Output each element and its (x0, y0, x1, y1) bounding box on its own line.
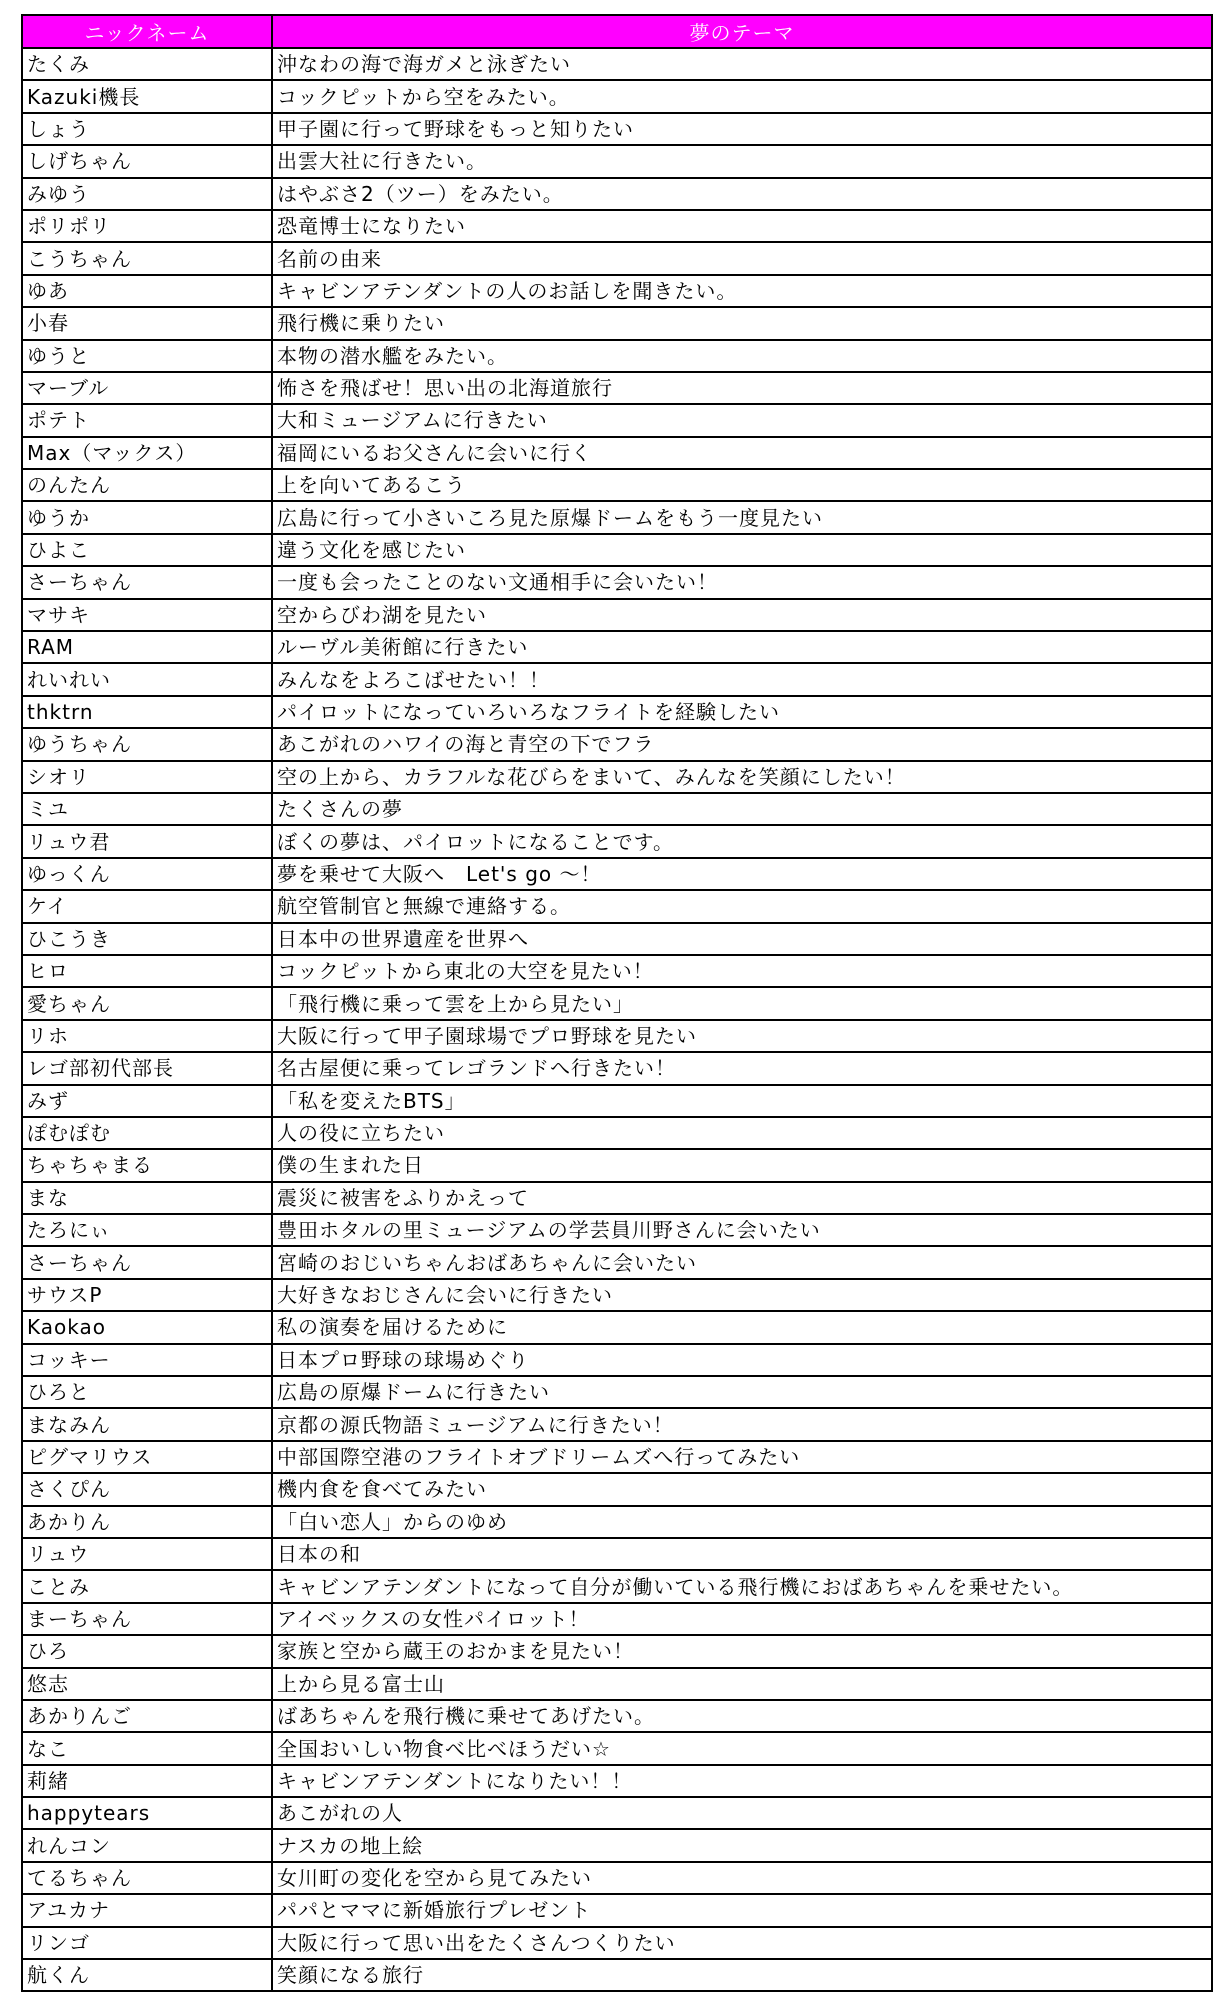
theme-cell: 空の上から、カラフルな花びらをまいて、みんなを笑顔にしたい！ (272, 761, 1212, 793)
theme-cell: あこがれの人 (272, 1797, 1212, 1829)
nickname-cell: ピグマリウス (22, 1441, 272, 1473)
dream-list-sheet (21, 14, 1211, 1992)
nickname-cell: リホ (22, 1020, 272, 1052)
table-row (22, 1829, 1212, 1861)
nickname-cell: happytears (22, 1797, 272, 1829)
table-row (22, 663, 1212, 695)
theme-cell: 私の演奏を届けるために (272, 1311, 1212, 1343)
table-row (22, 1732, 1212, 1764)
theme-cell: 夢を乗せて大阪へ Let's go ～！ (272, 858, 1212, 890)
table-row (22, 1311, 1212, 1343)
table-row (22, 1700, 1212, 1732)
theme-cell: 本物の潜水艦をみたい。 (272, 340, 1212, 372)
table-row (22, 1862, 1212, 1894)
table-row (22, 307, 1212, 339)
nickname-cell: こうちゃん (22, 242, 272, 274)
theme-cell: 上を向いてあるこう (272, 469, 1212, 501)
table-row (22, 1182, 1212, 1214)
table-row (22, 566, 1212, 598)
theme-cell: 大阪に行って甲子園球場でプロ野球を見たい (272, 1020, 1212, 1052)
table-row (22, 1506, 1212, 1538)
theme-cell: 日本プロ野球の球場めぐり (272, 1344, 1212, 1376)
theme-cell: 人の役に立ちたい (272, 1117, 1212, 1149)
table-row (22, 340, 1212, 372)
theme-cell: 名古屋便に乗ってレゴランドへ行きたい！ (272, 1052, 1212, 1084)
nickname-cell: ひよこ (22, 534, 272, 566)
table-row (22, 1570, 1212, 1602)
nickname-cell: しょう (22, 113, 272, 145)
nickname-cell: まなみん (22, 1408, 272, 1440)
nickname-cell: さくぴん (22, 1473, 272, 1505)
nickname-cell: さーちゃん (22, 1246, 272, 1278)
table-row (22, 955, 1212, 987)
nickname-cell: Kaokao (22, 1311, 272, 1343)
table-row (22, 1927, 1212, 1959)
nickname-cell: たくみ (22, 48, 272, 80)
theme-cell: 怖さを飛ばせ！思い出の北海道旅行 (272, 372, 1212, 404)
theme-cell: 宮崎のおじいちゃんおばあちゃんに会いたい (272, 1246, 1212, 1278)
nickname-cell: RAM (22, 631, 272, 663)
theme-cell: 広島に行って小さいころ見た原爆ドームをもう一度見たい (272, 501, 1212, 533)
theme-cell: 震災に被害をふりかえって (272, 1182, 1212, 1214)
nickname-cell: レゴ部初代部長 (22, 1052, 272, 1084)
table-row (22, 793, 1212, 825)
table-row (22, 825, 1212, 857)
nickname-cell: リュウ (22, 1538, 272, 1570)
theme-cell: 中部国際空港のフライトオブドリームズへ行ってみたい (272, 1441, 1212, 1473)
table-row (22, 1376, 1212, 1408)
theme-cell: はやぶさ2（ツー）をみたい。 (272, 178, 1212, 210)
theme-cell: ナスカの地上絵 (272, 1829, 1212, 1861)
table-row (22, 1052, 1212, 1084)
nickname-cell: ゆうちゃん (22, 728, 272, 760)
theme-cell: 甲子園に行って野球をもっと知りたい (272, 113, 1212, 145)
table-row (22, 469, 1212, 501)
nickname-column-header: ニックネーム (22, 15, 272, 48)
nickname-cell: ポリポリ (22, 210, 272, 242)
table-row (22, 275, 1212, 307)
nickname-cell: みず (22, 1085, 272, 1117)
theme-cell: ぼくの夢は、パイロットになることです。 (272, 825, 1212, 857)
nickname-cell: ポテト (22, 404, 272, 436)
table-row (22, 1117, 1212, 1149)
nickname-cell: マーブル (22, 372, 272, 404)
table-row (22, 761, 1212, 793)
nickname-cell: サウスP (22, 1279, 272, 1311)
nickname-cell: のんたん (22, 469, 272, 501)
theme-cell: 家族と空から蔵王のおかまを見たい！ (272, 1635, 1212, 1667)
theme-cell: 僕の生まれた日 (272, 1149, 1212, 1181)
nickname-cell: ひろ (22, 1635, 272, 1667)
table-row (22, 178, 1212, 210)
nickname-cell: ゆうか (22, 501, 272, 533)
nickname-cell: 小春 (22, 307, 272, 339)
theme-cell: アイベックスの女性パイロット！ (272, 1603, 1212, 1635)
theme-cell: みんなをよろこばせたい！！ (272, 663, 1212, 695)
header-row (22, 15, 1212, 48)
table-row (22, 1603, 1212, 1635)
table-row (22, 372, 1212, 404)
nickname-cell: たろにぃ (22, 1214, 272, 1246)
theme-cell: 名前の由来 (272, 242, 1212, 274)
nickname-cell: Max（マックス） (22, 437, 272, 469)
table-row (22, 1894, 1212, 1926)
theme-cell: 全国おいしい物食べ比べほうだい☆ (272, 1732, 1212, 1764)
table-row (22, 210, 1212, 242)
table-row (22, 1441, 1212, 1473)
nickname-cell: あかりんご (22, 1700, 272, 1732)
table-row (22, 145, 1212, 177)
nickname-cell: Kazuki機長 (22, 80, 272, 112)
theme-cell: 大好きなおじさんに会いに行きたい (272, 1279, 1212, 1311)
nickname-cell: ちゃちゃまる (22, 1149, 272, 1181)
theme-column-header: 夢のテーマ (272, 15, 1212, 48)
table-row (22, 1408, 1212, 1440)
table-row (22, 1246, 1212, 1278)
table-row (22, 987, 1212, 1019)
theme-cell: コックピットから東北の大空を見たい！ (272, 955, 1212, 987)
theme-cell: あこがれのハワイの海と青空の下でフラ (272, 728, 1212, 760)
nickname-cell: 愛ちゃん (22, 987, 272, 1019)
table-body (22, 48, 1212, 1991)
theme-cell: 女川町の変化を空から見てみたい (272, 1862, 1212, 1894)
table-row (22, 890, 1212, 922)
nickname-cell: しげちゃん (22, 145, 272, 177)
table-row (22, 1344, 1212, 1376)
theme-cell: コックピットから空をみたい。 (272, 80, 1212, 112)
theme-cell: 京都の源氏物語ミュージアムに行きたい！ (272, 1408, 1212, 1440)
theme-cell: 上から見る富士山 (272, 1668, 1212, 1700)
table-row (22, 80, 1212, 112)
nickname-cell: ぽむぽむ (22, 1117, 272, 1149)
nickname-cell: アユカナ (22, 1894, 272, 1926)
table-row (22, 599, 1212, 631)
theme-cell: キャビンアテンダントになって自分が働いている飛行機におばあちゃんを乗せたい。 (272, 1570, 1212, 1602)
table-row (22, 501, 1212, 533)
theme-cell: 「飛行機に乗って雲を上から見たい」 (272, 987, 1212, 1019)
nickname-cell: ヒロ (22, 955, 272, 987)
theme-cell: 空からびわ湖を見たい (272, 599, 1212, 631)
nickname-cell: てるちゃん (22, 1862, 272, 1894)
theme-cell: キャビンアテンダントの人のお話しを聞きたい。 (272, 275, 1212, 307)
nickname-cell: さーちゃん (22, 566, 272, 598)
table-row (22, 1538, 1212, 1570)
table-row (22, 48, 1212, 80)
nickname-cell: まーちゃん (22, 1603, 272, 1635)
nickname-cell: thktrn (22, 696, 272, 728)
dream-table (21, 14, 1213, 1992)
table-row (22, 728, 1212, 760)
table-row (22, 1959, 1212, 1991)
table-row (22, 1020, 1212, 1052)
table-row (22, 1765, 1212, 1797)
theme-cell: 「白い恋人」からのゆめ (272, 1506, 1212, 1538)
nickname-cell: あかりん (22, 1506, 272, 1538)
table-row (22, 1797, 1212, 1829)
theme-cell: 機内食を食べてみたい (272, 1473, 1212, 1505)
nickname-cell: ゆあ (22, 275, 272, 307)
nickname-cell: リンゴ (22, 1927, 272, 1959)
table-row (22, 1085, 1212, 1117)
table-row (22, 923, 1212, 955)
table-row (22, 1279, 1212, 1311)
table-row (22, 404, 1212, 436)
theme-cell: 福岡にいるお父さんに会いに行く (272, 437, 1212, 469)
theme-cell: 豊田ホタルの里ミュージアムの学芸員川野さんに会いたい (272, 1214, 1212, 1246)
nickname-cell: れいれい (22, 663, 272, 695)
nickname-cell: マサキ (22, 599, 272, 631)
table-row (22, 1149, 1212, 1181)
nickname-cell: ひこうき (22, 923, 272, 955)
theme-cell: ばあちゃんを飛行機に乗せてあげたい。 (272, 1700, 1212, 1732)
table-row (22, 858, 1212, 890)
table-row (22, 534, 1212, 566)
theme-cell: 笑顔になる旅行 (272, 1959, 1212, 1991)
nickname-cell: リュウ君 (22, 825, 272, 857)
table-row (22, 1635, 1212, 1667)
theme-cell: 日本中の世界遺産を世界へ (272, 923, 1212, 955)
table-row (22, 1668, 1212, 1700)
nickname-cell: コッキー (22, 1344, 272, 1376)
theme-cell: ルーヴル美術館に行きたい (272, 631, 1212, 663)
nickname-cell: ひろと (22, 1376, 272, 1408)
theme-cell: 広島の原爆ドームに行きたい (272, 1376, 1212, 1408)
nickname-cell: ことみ (22, 1570, 272, 1602)
nickname-cell: ミユ (22, 793, 272, 825)
nickname-cell: れんコン (22, 1829, 272, 1861)
table-row (22, 1473, 1212, 1505)
table-row (22, 1214, 1212, 1246)
nickname-cell: ケイ (22, 890, 272, 922)
theme-cell: 航空管制官と無線で連絡する。 (272, 890, 1212, 922)
nickname-cell: シオリ (22, 761, 272, 793)
theme-cell: 出雲大社に行きたい。 (272, 145, 1212, 177)
theme-cell: パイロットになっていろいろなフライトを経験したい (272, 696, 1212, 728)
theme-cell: 沖なわの海で海ガメと泳ぎたい (272, 48, 1212, 80)
theme-cell: 「私を変えたBTS」 (272, 1085, 1212, 1117)
nickname-cell: 航くん (22, 1959, 272, 1991)
nickname-cell: ゆうと (22, 340, 272, 372)
table-row (22, 437, 1212, 469)
theme-cell: 恐竜博士になりたい (272, 210, 1212, 242)
theme-cell: パパとママに新婚旅行プレゼント (272, 1894, 1212, 1926)
theme-cell: たくさんの夢 (272, 793, 1212, 825)
nickname-cell: まな (22, 1182, 272, 1214)
table-row (22, 696, 1212, 728)
theme-cell: 大阪に行って思い出をたくさんつくりたい (272, 1927, 1212, 1959)
table-row (22, 242, 1212, 274)
theme-cell: 大和ミュージアムに行きたい (272, 404, 1212, 436)
theme-cell: 日本の和 (272, 1538, 1212, 1570)
nickname-cell: なこ (22, 1732, 272, 1764)
theme-cell: 飛行機に乗りたい (272, 307, 1212, 339)
nickname-cell: みゆう (22, 178, 272, 210)
table-row (22, 631, 1212, 663)
table-row (22, 113, 1212, 145)
theme-cell: 違う文化を感じたい (272, 534, 1212, 566)
nickname-cell: ゆっくん (22, 858, 272, 890)
theme-cell: 一度も会ったことのない文通相手に会いたい！ (272, 566, 1212, 598)
nickname-cell: 悠志 (22, 1668, 272, 1700)
nickname-cell: 莉緒 (22, 1765, 272, 1797)
theme-cell: キャビンアテンダントになりたい！！ (272, 1765, 1212, 1797)
